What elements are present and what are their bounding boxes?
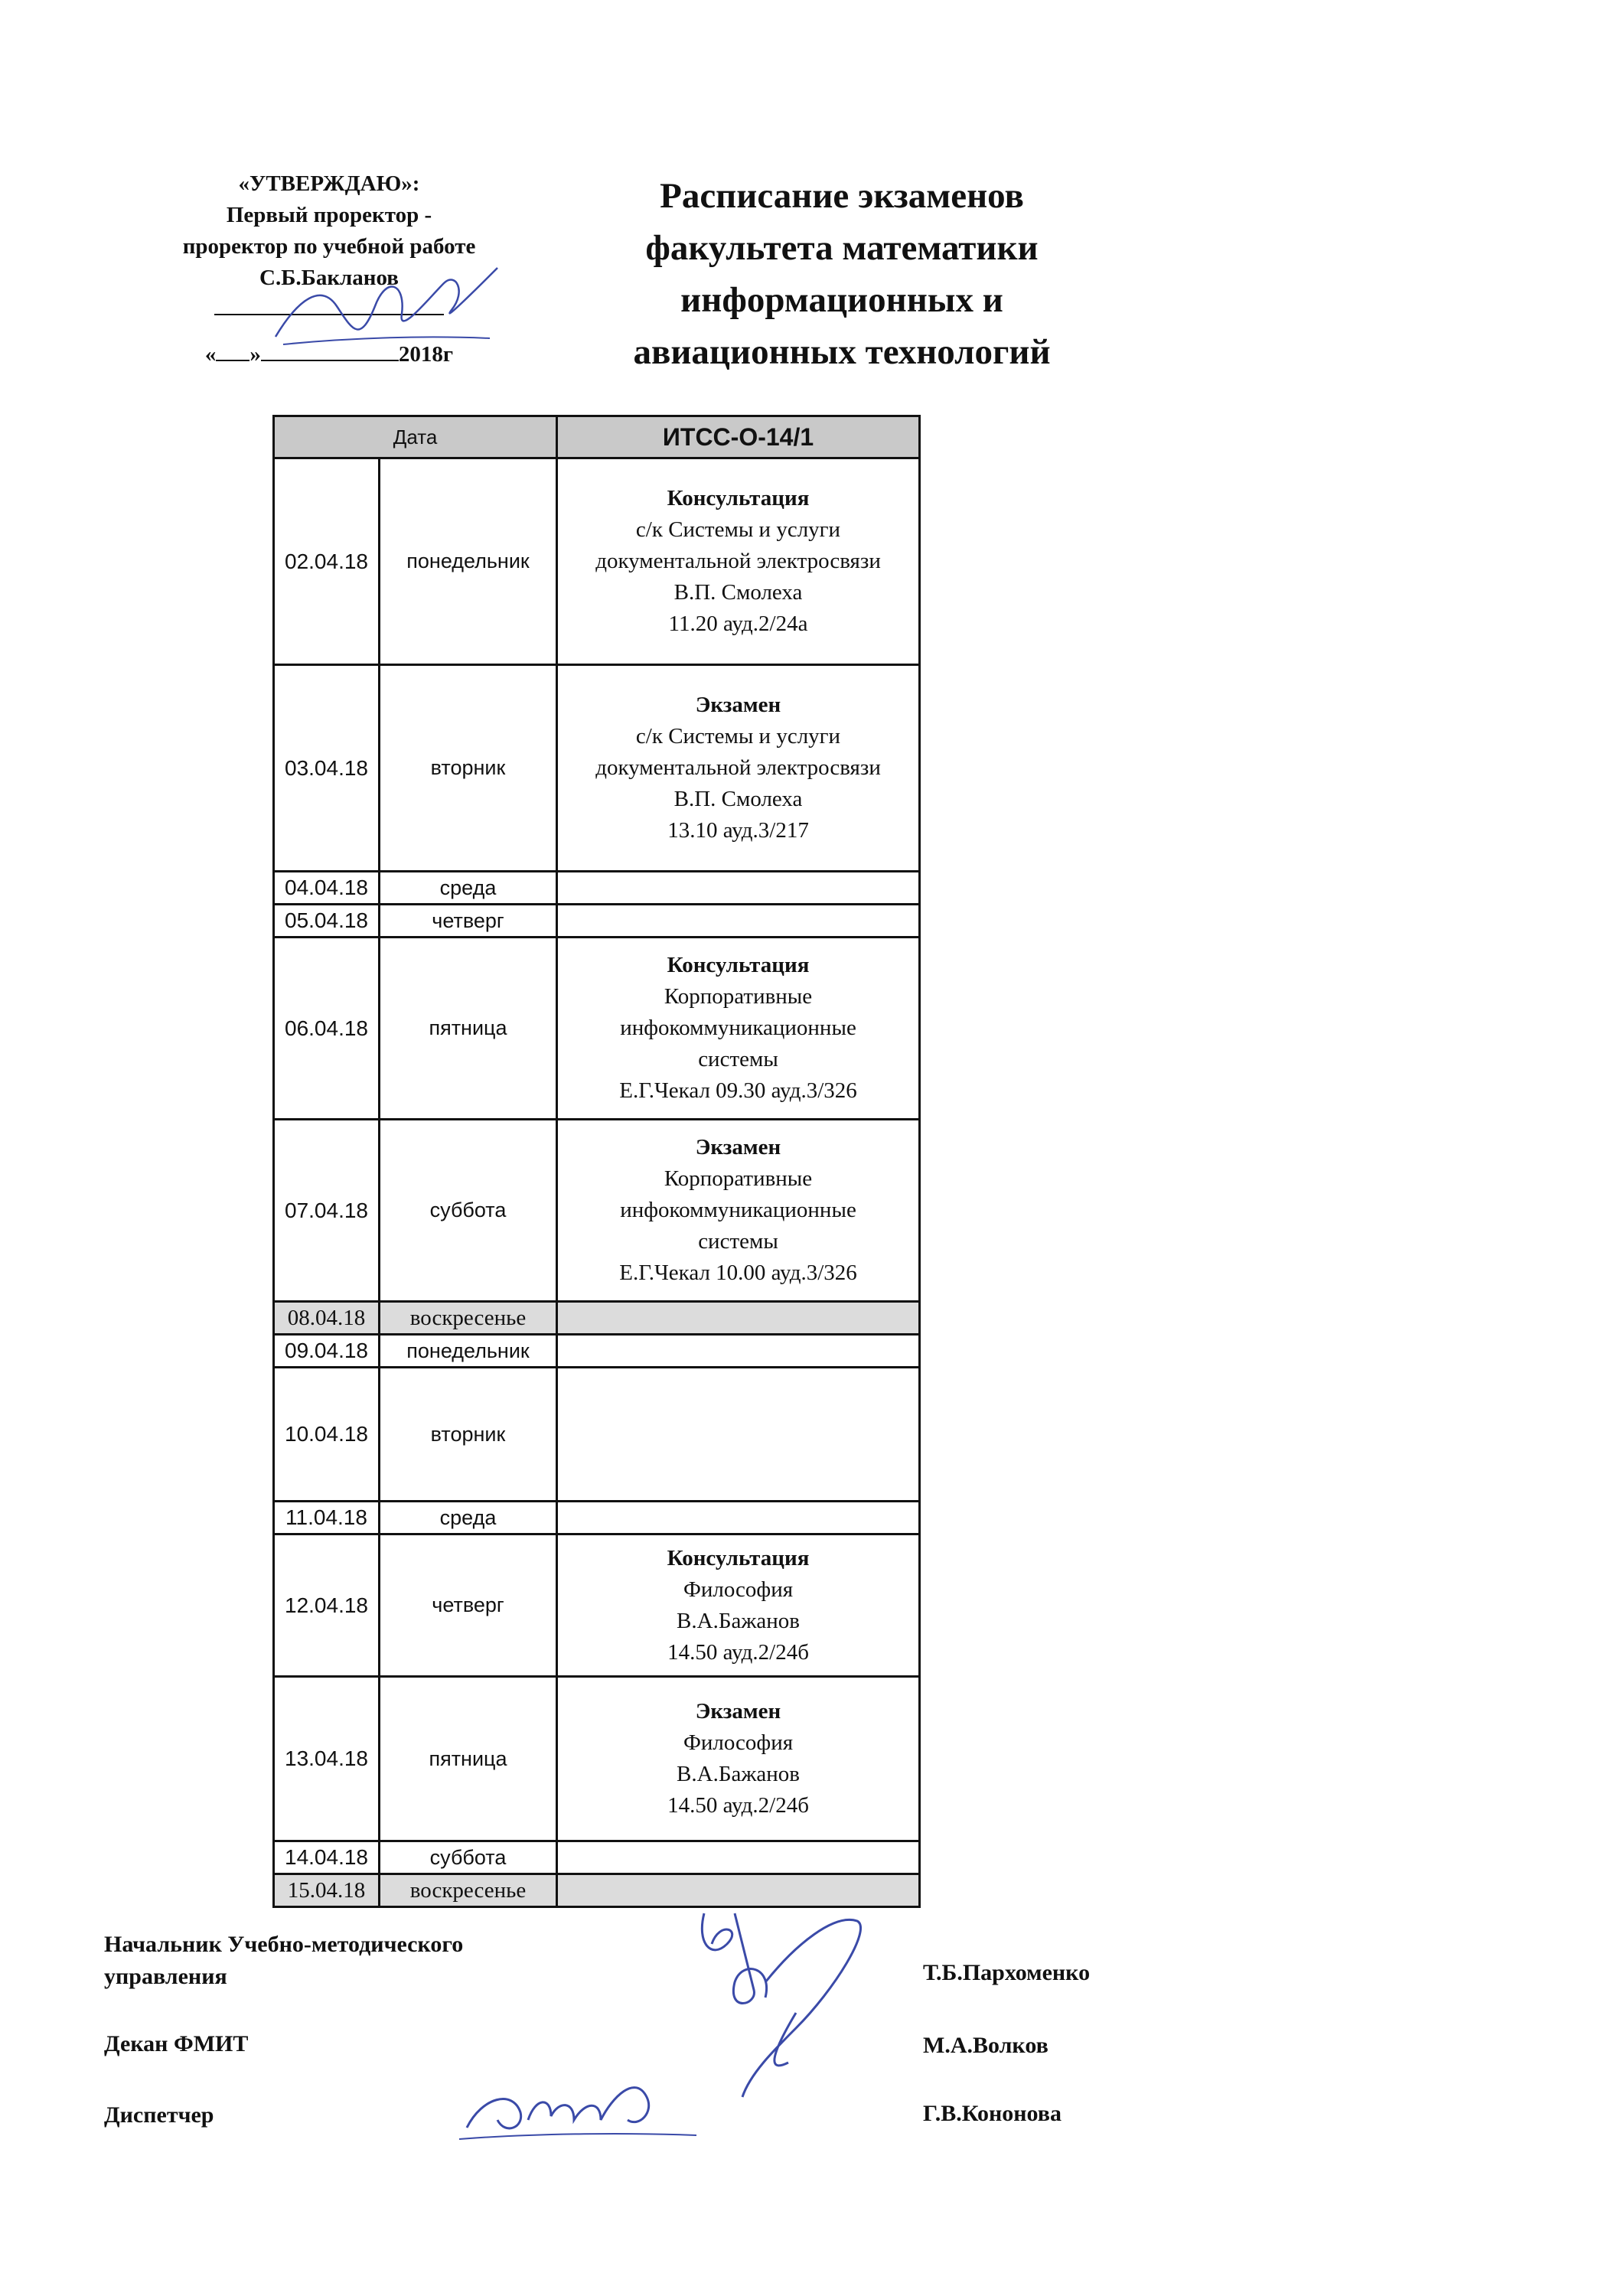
row-exam-cell [557, 1502, 920, 1534]
row-weekday: суббота [380, 1841, 557, 1874]
row-date: 13.04.18 [274, 1677, 380, 1841]
row-weekday: четверг [380, 1534, 557, 1677]
row-date: 10.04.18 [274, 1368, 380, 1502]
title-line-3: информационных и [680, 280, 1003, 320]
exam-detail-line: В.П. Смолеха [673, 580, 803, 605]
row-weekday: воскресенье [380, 1302, 557, 1335]
table-row [274, 1368, 920, 1502]
exam-kind: Консультация [667, 1545, 810, 1570]
table-row [274, 1335, 920, 1368]
row-date: 06.04.18 [274, 938, 380, 1120]
row-date: 11.04.18 [274, 1502, 380, 1534]
row-weekday: пятница [380, 938, 557, 1120]
dean-signature-image [681, 1898, 911, 2112]
exam-kind: Консультация [667, 953, 810, 977]
row-date: 03.04.18 [274, 665, 380, 872]
footer-name-kononova: Г.В.Кононова [923, 2101, 1062, 2126]
exam-schedule-table [272, 415, 921, 1908]
exam-detail-line: В.А.Бажанов [677, 1608, 800, 1633]
exam-detail-line: В.П. Смолеха [673, 787, 803, 811]
table-row [274, 1120, 920, 1302]
table-header-row [274, 416, 920, 458]
exam-detail-line: 11.20 ауд.2/24а [668, 612, 808, 636]
exam-detail-line: с/к Системы и услуги [635, 517, 841, 542]
row-date: 07.04.18 [274, 1120, 380, 1302]
title-line-2: факультета математики [645, 228, 1039, 268]
table-row [274, 1841, 920, 1874]
row-date: 04.04.18 [274, 872, 380, 905]
row-weekday: пятница [380, 1677, 557, 1841]
table-row [274, 458, 920, 665]
exam-detail-line: документальной электросвязи [595, 549, 881, 573]
exam-detail-line: 14.50 ауд.2/24б [667, 1793, 809, 1818]
row-weekday: понедельник [380, 1335, 557, 1368]
row-exam-cell [557, 938, 920, 1120]
row-exam-cell [557, 1534, 920, 1677]
row-exam-cell [557, 665, 920, 872]
exam-detail-line: Корпоративные [664, 984, 813, 1009]
row-weekday: четверг [380, 905, 557, 938]
approval-position: Первый проректор - [226, 203, 432, 227]
row-weekday: среда [380, 872, 557, 905]
approval-position-detail: проректор по учебной работе [182, 234, 476, 259]
row-weekday: вторник [380, 665, 557, 872]
row-exam-cell [557, 1302, 920, 1335]
row-date: 12.04.18 [274, 1534, 380, 1677]
approval-name: С.Б.Бакланов [259, 266, 399, 290]
table-row [274, 665, 920, 872]
approval-date-close-quote: » [249, 342, 261, 367]
exam-detail-line: В.А.Бажанов [677, 1762, 800, 1786]
row-date: 08.04.18 [274, 1302, 380, 1335]
table-row [274, 1677, 920, 1841]
row-date: 09.04.18 [274, 1335, 380, 1368]
footer-role-dispatcher: Диспетчер [104, 2102, 214, 2128]
footer-name-parkhomenko: Т.Б.Пархоменко [923, 1960, 1091, 1985]
title-line-1: Расписание экзаменов [660, 176, 1024, 216]
table-row [274, 938, 920, 1120]
row-exam-cell [557, 1841, 920, 1874]
exam-detail-line: Философия [683, 1730, 794, 1755]
row-date: 15.04.18 [274, 1874, 380, 1907]
exam-kind: Консультация [667, 486, 810, 510]
exam-detail-line: Философия [683, 1577, 794, 1602]
row-date: 14.04.18 [274, 1841, 380, 1874]
row-date: 02.04.18 [274, 458, 380, 665]
approval-day-blank [216, 338, 249, 361]
group-column-header: ИТСС-О-14/1 [557, 416, 920, 458]
row-exam-cell [557, 1368, 920, 1502]
row-exam-cell [557, 905, 920, 938]
approval-date-open-quote: « [204, 342, 217, 367]
exam-detail-line: 14.50 ауд.2/24б [667, 1639, 809, 1665]
table-row [274, 905, 920, 938]
approval-signature-image [253, 253, 505, 352]
table-row [274, 1534, 920, 1677]
footer-role-line: Начальник Учебно-методического [104, 1932, 464, 1957]
exam-detail-line: системы [698, 1229, 778, 1254]
exam-detail-line: инфокоммуникационные [620, 1198, 856, 1222]
footer-role-dean: Декан ФМИТ [104, 2031, 249, 2056]
exam-detail-line: с/к Системы и услуги [635, 724, 841, 748]
row-date: 05.04.18 [274, 905, 380, 938]
approval-heading: «УТВЕРЖДАЮ»: [238, 171, 420, 196]
exam-kind: Экзамен [695, 1699, 781, 1724]
row-weekday: вторник [380, 1368, 557, 1502]
footer-name-volkov: М.А.Волков [923, 2033, 1048, 2058]
exam-detail-line: Е.Г.Чекал 10.00 ауд.3/326 [619, 1261, 857, 1285]
row-exam-cell [557, 1335, 920, 1368]
dispatcher-signature-image [452, 2066, 704, 2151]
row-exam-cell [557, 1120, 920, 1302]
approval-date-year: 2018г [398, 342, 454, 367]
row-weekday: понедельник [380, 458, 557, 665]
row-exam-cell [557, 872, 920, 905]
row-exam-cell [557, 458, 920, 665]
title-line-4: авиационных технологий [633, 332, 1051, 372]
document-title [582, 170, 1102, 378]
exam-kind: Экзамен [695, 693, 781, 717]
row-weekday: суббота [380, 1120, 557, 1302]
row-weekday: среда [380, 1502, 557, 1534]
table-row [274, 1502, 920, 1534]
table-row [274, 872, 920, 905]
exam-kind: Экзамен [695, 1135, 781, 1159]
exam-detail-line: Корпоративные [664, 1166, 813, 1191]
exam-detail-line: Е.Г.Чекал 09.30 ауд.3/326 [619, 1078, 857, 1103]
table-row [274, 1302, 920, 1335]
exam-detail-line: инфокоммуникационные [620, 1016, 856, 1040]
row-exam-cell [557, 1677, 920, 1841]
exam-detail-line: 13.10 ауд.3/217 [667, 818, 809, 843]
row-weekday: воскресенье [380, 1874, 557, 1907]
exam-detail-line: системы [698, 1047, 778, 1071]
footer-role-line: управления [104, 1964, 227, 1989]
date-column-header: Дата [274, 416, 557, 458]
exam-detail-line: документальной электросвязи [595, 755, 881, 780]
footer-role-head-of-department [104, 1929, 579, 1993]
